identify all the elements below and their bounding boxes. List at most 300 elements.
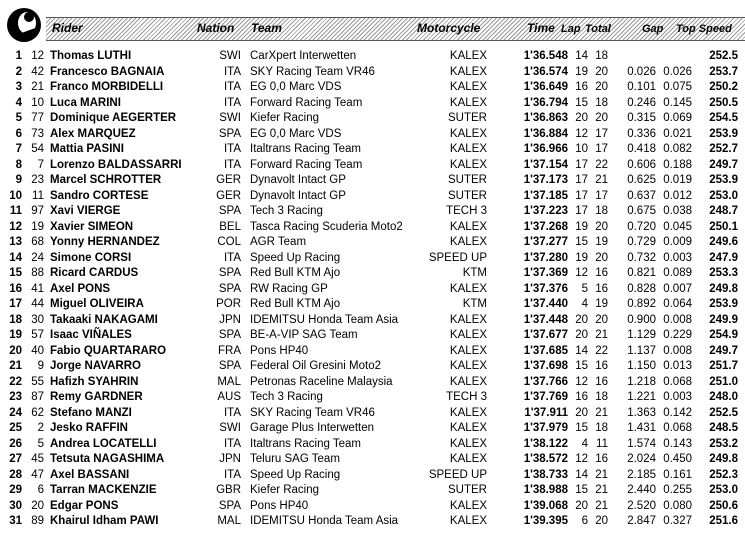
team-name: Tech 3 Racing xyxy=(250,391,323,403)
gap-to-previous: 0.007 xyxy=(663,282,692,295)
best-lap: 12 xyxy=(575,453,588,465)
position: 26 xyxy=(9,437,22,450)
rider-name: Edgar PONS xyxy=(50,499,119,512)
team-name: Speed Up Racing xyxy=(250,251,341,264)
gap-to-first: 0.821 xyxy=(627,267,656,279)
table-row xyxy=(0,375,745,391)
best-lap: 14 xyxy=(575,50,588,62)
lap-time: 1'37.223 xyxy=(523,205,568,217)
nation: ITA xyxy=(223,406,241,419)
gap-to-previous: 0.255 xyxy=(663,484,692,496)
position: 31 xyxy=(9,515,22,527)
team-name: Kiefer Racing xyxy=(250,484,320,496)
table-row xyxy=(0,282,745,298)
rider-name: Xavier SIMEON xyxy=(50,220,134,233)
nation: SWI xyxy=(219,422,241,434)
table-row xyxy=(0,499,745,515)
rider-number: 62 xyxy=(31,406,44,419)
table-row xyxy=(0,313,745,329)
gap-to-first: 0.606 xyxy=(627,158,656,171)
total-laps: 16 xyxy=(595,375,608,388)
total-laps: 21 xyxy=(595,468,608,481)
total-laps: 20 xyxy=(595,112,608,124)
lap-time: 1'37.440 xyxy=(523,298,568,310)
rider-name: Luca MARINI xyxy=(50,96,121,109)
motorcycle: SUTER xyxy=(448,112,487,124)
total-laps: 20 xyxy=(595,515,608,527)
position: 3 xyxy=(15,81,22,93)
total-laps: 22 xyxy=(595,344,608,357)
total-laps: 20 xyxy=(595,81,608,93)
nation: ITA xyxy=(223,468,241,481)
table-row xyxy=(0,96,745,112)
gap-to-previous: 0.142 xyxy=(663,406,692,419)
position: 15 xyxy=(9,267,22,279)
gap-to-previous: 0.075 xyxy=(663,81,692,93)
rider-name: Andrea LOCATELLI xyxy=(50,437,157,450)
rider-name: Tetsuta NAGASHIMA xyxy=(50,453,165,465)
table-row xyxy=(0,452,745,468)
table-row xyxy=(0,406,745,422)
motorcycle: KTM xyxy=(462,298,487,310)
gap-to-first: 0.892 xyxy=(627,298,656,310)
nation: SWI xyxy=(219,50,241,62)
team-name: Kiefer Racing xyxy=(250,112,320,124)
top-speed: 253.9 xyxy=(709,127,738,140)
total-laps: 18 xyxy=(595,391,608,403)
lap-time: 1'37.369 xyxy=(523,267,568,279)
best-lap: 20 xyxy=(575,112,588,124)
lap-time: 1'37.766 xyxy=(523,375,568,388)
position: 21 xyxy=(9,360,22,372)
total-laps: 20 xyxy=(595,251,608,264)
rider-number: 87 xyxy=(31,391,44,403)
motorcycle: KALEX xyxy=(449,143,487,155)
lap-time: 1'37.685 xyxy=(523,344,568,357)
gap-to-previous: 0.069 xyxy=(663,112,692,124)
best-lap: 4 xyxy=(581,437,588,450)
nation: MAL xyxy=(217,515,241,527)
lap-time: 1'37.185 xyxy=(523,189,568,202)
rider-number: 19 xyxy=(31,220,44,233)
total-laps: 17 xyxy=(595,143,608,155)
gap-to-previous: 0.080 xyxy=(663,499,692,512)
motorcycle: KALEX xyxy=(449,65,487,78)
top-speed: 250.5 xyxy=(709,96,738,109)
gap-to-previous: 0.145 xyxy=(663,96,692,109)
results-header xyxy=(0,0,745,40)
nation: ITA xyxy=(223,437,241,450)
team-name: IDEMITSU Honda Team Asia xyxy=(250,515,399,527)
lap-time: 1'37.769 xyxy=(523,391,568,403)
rider-name: Lorenzo BALDASSARRI xyxy=(50,158,182,171)
rider-name: Jesko RAFFIN xyxy=(50,422,128,434)
table-row xyxy=(0,220,745,236)
lap-time: 1'37.911 xyxy=(524,406,568,419)
nation: POR xyxy=(216,298,241,310)
best-lap: 20 xyxy=(575,329,588,341)
table-row xyxy=(0,297,745,313)
position: 18 xyxy=(9,313,22,326)
top-speed: 248.5 xyxy=(709,422,738,434)
lap-time: 1'37.677 xyxy=(523,329,568,341)
table-row xyxy=(0,421,745,437)
position: 14 xyxy=(9,251,22,264)
top-speed: 252.5 xyxy=(709,50,738,62)
rider-name: Stefano MANZI xyxy=(50,406,132,419)
position: 8 xyxy=(15,158,22,171)
lap-time: 1'37.376 xyxy=(523,282,568,295)
gap-to-first: 1.221 xyxy=(627,391,656,403)
rider-name: Alex MARQUEZ xyxy=(50,127,136,140)
nation: ITA xyxy=(223,251,241,264)
rider-number: 57 xyxy=(31,329,44,341)
best-lap: 6 xyxy=(581,515,588,527)
best-lap: 15 xyxy=(575,422,588,434)
table-row xyxy=(0,111,745,127)
best-lap: 20 xyxy=(575,313,588,326)
gap-to-first: 2.440 xyxy=(627,484,656,496)
top-speed: 249.6 xyxy=(709,236,738,248)
team-name: Garage Plus Interwetten xyxy=(250,422,375,434)
rider-name: Khairul Idham PAWI xyxy=(50,515,159,527)
table-row xyxy=(0,328,745,344)
gap-to-first: 0.315 xyxy=(627,112,656,124)
top-speed: 248.0 xyxy=(709,391,738,403)
lap-time: 1'37.173 xyxy=(523,174,568,186)
top-speed: 251.0 xyxy=(709,375,738,388)
gap-to-first: 1.574 xyxy=(627,437,656,450)
team-name: Forward Racing Team xyxy=(250,158,363,171)
nation: GER xyxy=(216,189,241,202)
nation: ITA xyxy=(223,65,241,78)
motorcycle: KALEX xyxy=(449,282,487,295)
rider-name: Tarran MACKENZIE xyxy=(50,484,157,496)
position: 7 xyxy=(15,143,22,155)
rider-name: Axel PONS xyxy=(50,282,111,295)
rider-number: 9 xyxy=(37,360,44,372)
lap-time: 1'37.154 xyxy=(523,158,568,171)
gap-to-previous: 0.013 xyxy=(663,360,692,372)
rider-name: Dominique AEGERTER xyxy=(50,112,177,124)
rider-name: Isaac VIÑALES xyxy=(50,329,132,341)
gap-to-first: 0.828 xyxy=(627,282,656,295)
gap-to-previous: 0.038 xyxy=(663,205,692,217)
table-row xyxy=(0,65,745,81)
header-gap: Gap xyxy=(642,23,664,35)
rider-number: 73 xyxy=(31,127,44,140)
gap-to-first: 0.729 xyxy=(627,236,656,248)
rider-name: Yonny HERNANDEZ xyxy=(50,236,160,248)
rider-number: 47 xyxy=(31,468,44,481)
table-row xyxy=(0,204,745,220)
best-lap: 12 xyxy=(575,375,588,388)
lap-time: 1'36.649 xyxy=(523,81,568,93)
best-lap: 19 xyxy=(575,251,588,264)
nation: SPA xyxy=(218,267,241,279)
gap-to-first: 2.520 xyxy=(627,499,656,512)
gap-to-first: 1.363 xyxy=(627,406,656,419)
rider-number: 77 xyxy=(31,112,44,124)
gap-to-first: 1.431 xyxy=(627,422,656,434)
nation: ITA xyxy=(223,143,241,155)
best-lap: 14 xyxy=(575,468,588,481)
header-team: Team xyxy=(251,21,282,35)
motorcycle: SUTER xyxy=(448,484,487,496)
motorcycle: KALEX xyxy=(449,96,487,109)
table-row xyxy=(0,514,745,530)
top-speed: 253.2 xyxy=(709,437,738,450)
position: 1 xyxy=(15,50,22,62)
best-lap: 19 xyxy=(575,65,588,78)
position: 4 xyxy=(15,96,22,109)
motorcycle: SUTER xyxy=(448,189,487,202)
rider-name: Remy GARDNER xyxy=(50,391,143,403)
position: 22 xyxy=(9,375,22,388)
rider-name: Franco MORBIDELLI xyxy=(50,81,164,93)
rider-name: Fabio QUARTARARO xyxy=(50,344,167,357)
lap-time: 1'38.733 xyxy=(523,468,568,481)
gap-to-first: 1.218 xyxy=(627,375,656,388)
motorcycle: KALEX xyxy=(449,453,487,465)
top-speed: 254.5 xyxy=(709,112,738,124)
top-speed: 249.8 xyxy=(709,453,738,465)
lap-time: 1'36.574 xyxy=(523,65,568,78)
gap-to-previous: 0.008 xyxy=(663,313,692,326)
top-speed: 252.3 xyxy=(709,468,738,481)
rider-number: 68 xyxy=(31,236,44,248)
gap-to-previous: 0.229 xyxy=(663,329,692,341)
team-name: CarXpert Interwetten xyxy=(250,50,357,62)
rider-name: Mattia PASINI xyxy=(50,143,124,155)
total-laps: 16 xyxy=(595,282,608,295)
lap-time: 1'36.794 xyxy=(523,96,568,109)
team-name: Tech 3 Racing xyxy=(250,205,323,217)
header-total: Total xyxy=(585,23,611,35)
position: 25 xyxy=(9,422,22,434)
lap-time: 1'37.979 xyxy=(523,422,568,434)
nation: ITA xyxy=(223,158,241,171)
best-lap: 12 xyxy=(575,127,588,140)
nation: GER xyxy=(216,174,241,186)
position: 12 xyxy=(9,220,22,233)
rider-name: Thomas LUTHI xyxy=(50,50,132,62)
rider-name: Hafizh SYAHRIN xyxy=(50,375,139,388)
position: 28 xyxy=(9,468,22,481)
position: 27 xyxy=(9,453,22,465)
nation: SPA xyxy=(218,360,241,372)
gap-to-previous: 0.161 xyxy=(663,468,692,481)
rider-number: 44 xyxy=(31,298,44,310)
gap-to-previous: 0.019 xyxy=(663,174,692,186)
team-name: Red Bull KTM Ajo xyxy=(250,298,341,310)
total-laps: 21 xyxy=(595,499,608,512)
top-speed: 248.7 xyxy=(709,205,738,217)
position: 30 xyxy=(9,499,22,512)
gap-to-previous: 0.008 xyxy=(663,344,692,357)
motorcycle: TECH 3 xyxy=(446,205,487,217)
rider-number: 45 xyxy=(31,453,44,465)
rider-name: Sandro CORTESE xyxy=(50,189,149,202)
gap-to-previous: 0.143 xyxy=(663,437,692,450)
position: 9 xyxy=(15,174,22,186)
rider-name: Takaaki NAKAGAMI xyxy=(50,313,158,326)
total-laps: 11 xyxy=(596,437,608,450)
position: 23 xyxy=(9,391,22,403)
nation: SPA xyxy=(218,127,241,140)
rider-number: 42 xyxy=(31,65,44,78)
motorcycle: KALEX xyxy=(449,344,487,357)
table-row xyxy=(0,173,745,189)
total-laps: 21 xyxy=(595,406,608,419)
gap-to-previous: 0.089 xyxy=(663,267,692,279)
motorcycle: KALEX xyxy=(449,50,487,62)
header-rider: Rider xyxy=(52,21,83,35)
best-lap: 10 xyxy=(575,143,588,155)
rider-name: Xavi VIERGE xyxy=(50,205,121,217)
rider-number: 24 xyxy=(31,251,44,264)
total-laps: 16 xyxy=(595,360,608,372)
nation: FRA xyxy=(218,344,241,357)
lap-time: 1'38.572 xyxy=(523,453,568,465)
best-lap: 15 xyxy=(575,484,588,496)
best-lap: 20 xyxy=(575,499,588,512)
total-laps: 18 xyxy=(595,205,608,217)
rider-number: 12 xyxy=(31,50,44,62)
motorcycle: KALEX xyxy=(449,499,487,512)
team-name: Dynavolt Intact GP xyxy=(250,174,346,186)
table-row xyxy=(0,468,745,484)
nation: COL xyxy=(217,236,241,248)
position: 16 xyxy=(9,282,22,295)
rider-name: Ricard CARDUS xyxy=(50,267,139,279)
lap-time: 1'36.884 xyxy=(523,127,568,140)
lap-time: 1'37.698 xyxy=(523,360,568,372)
lap-time: 1'38.122 xyxy=(523,437,568,450)
top-speed: 253.9 xyxy=(709,298,738,310)
position: 10 xyxy=(9,189,22,202)
best-lap: 14 xyxy=(575,344,588,357)
motorcycle: KALEX xyxy=(449,360,487,372)
lap-time: 1'37.268 xyxy=(523,220,568,233)
rider-number: 89 xyxy=(31,515,44,527)
rider-number: 6 xyxy=(37,484,44,496)
motorcycle: KALEX xyxy=(449,422,487,434)
total-laps: 21 xyxy=(595,174,608,186)
best-lap: 15 xyxy=(575,360,588,372)
motorcycle-rider-icon xyxy=(2,5,50,43)
motorcycle: KALEX xyxy=(449,437,487,450)
rider-number: 7 xyxy=(37,158,44,171)
position: 17 xyxy=(9,298,22,310)
gap-to-previous: 0.082 xyxy=(663,143,692,155)
team-name: AGR Team xyxy=(250,236,307,248)
position: 29 xyxy=(9,484,22,496)
top-speed: 254.9 xyxy=(709,329,738,341)
team-name: Forward Racing Team xyxy=(250,96,363,109)
rider-number: 11 xyxy=(32,189,44,202)
position: 24 xyxy=(9,406,22,419)
top-speed: 249.8 xyxy=(709,282,738,295)
top-speed: 250.2 xyxy=(709,81,738,93)
total-laps: 17 xyxy=(595,127,608,140)
team-name: RW Racing GP xyxy=(250,282,328,295)
gap-to-first: 0.418 xyxy=(627,143,656,155)
gap-to-first: 0.732 xyxy=(627,251,656,264)
motorcycle: KALEX xyxy=(449,220,487,233)
gap-to-previous: 0.009 xyxy=(663,236,692,248)
nation: GBR xyxy=(216,484,241,496)
motorcycle: KALEX xyxy=(449,515,487,527)
gap-to-first: 0.675 xyxy=(627,205,656,217)
best-lap: 12 xyxy=(575,267,588,279)
header-motorcycle: Motorcycle xyxy=(417,21,481,35)
total-laps: 16 xyxy=(595,453,608,465)
rider-number: 55 xyxy=(31,375,44,388)
table-row xyxy=(0,251,745,267)
gap-to-previous: 0.003 xyxy=(663,251,692,264)
nation: BEL xyxy=(219,220,241,233)
table-row xyxy=(0,344,745,360)
best-lap: 17 xyxy=(575,174,588,186)
nation: ITA xyxy=(223,96,241,109)
gap-to-previous: 0.012 xyxy=(663,189,692,202)
lap-time: 1'37.448 xyxy=(523,313,568,326)
position: 5 xyxy=(15,112,22,124)
motorcycle: KALEX xyxy=(449,329,487,341)
header-nation: Nation xyxy=(197,21,235,35)
motorcycle: KALEX xyxy=(449,406,487,419)
team-name: Teluru SAG Team xyxy=(250,453,340,465)
rider-number: 54 xyxy=(31,143,44,155)
motorcycle: KALEX xyxy=(449,375,487,388)
nation: SPA xyxy=(218,205,241,217)
header-bar xyxy=(46,17,745,41)
top-speed: 249.7 xyxy=(709,344,738,357)
gap-to-previous: 0.188 xyxy=(663,158,692,171)
gap-to-previous: 0.026 xyxy=(663,65,692,78)
nation: JPN xyxy=(219,313,241,326)
nation: SPA xyxy=(218,499,241,512)
table-row xyxy=(0,49,745,65)
team-name: Federal Oil Gresini Moto2 xyxy=(250,360,382,372)
gap-to-previous: 0.021 xyxy=(663,127,692,140)
rider-number: 10 xyxy=(31,96,44,109)
top-speed: 250.1 xyxy=(709,220,738,233)
gap-to-first: 1.129 xyxy=(627,329,656,341)
top-speed: 247.9 xyxy=(709,251,738,264)
lap-time: 1'36.966 xyxy=(523,143,568,155)
gap-to-first: 0.336 xyxy=(627,127,656,140)
nation: MAL xyxy=(217,375,241,388)
lap-time: 1'36.548 xyxy=(523,50,568,62)
best-lap: 20 xyxy=(575,406,588,419)
gap-to-previous: 0.068 xyxy=(663,422,692,434)
motorcycle: KTM xyxy=(462,267,487,279)
rider-name: Francesco BAGNAIA xyxy=(50,65,165,78)
table-row xyxy=(0,189,745,205)
team-name: EG 0,0 Marc VDS xyxy=(250,81,342,93)
top-speed: 250.6 xyxy=(709,499,738,512)
top-speed: 249.7 xyxy=(709,158,738,171)
motorcycle: TECH 3 xyxy=(446,391,487,403)
gap-to-first: 1.150 xyxy=(627,360,656,372)
team-name: BE-A-VIP SAG Team xyxy=(250,329,358,341)
total-laps: 18 xyxy=(595,96,608,109)
gap-to-previous: 0.327 xyxy=(663,515,692,527)
gap-to-previous: 0.450 xyxy=(663,453,692,465)
rider-number: 5 xyxy=(37,437,44,450)
